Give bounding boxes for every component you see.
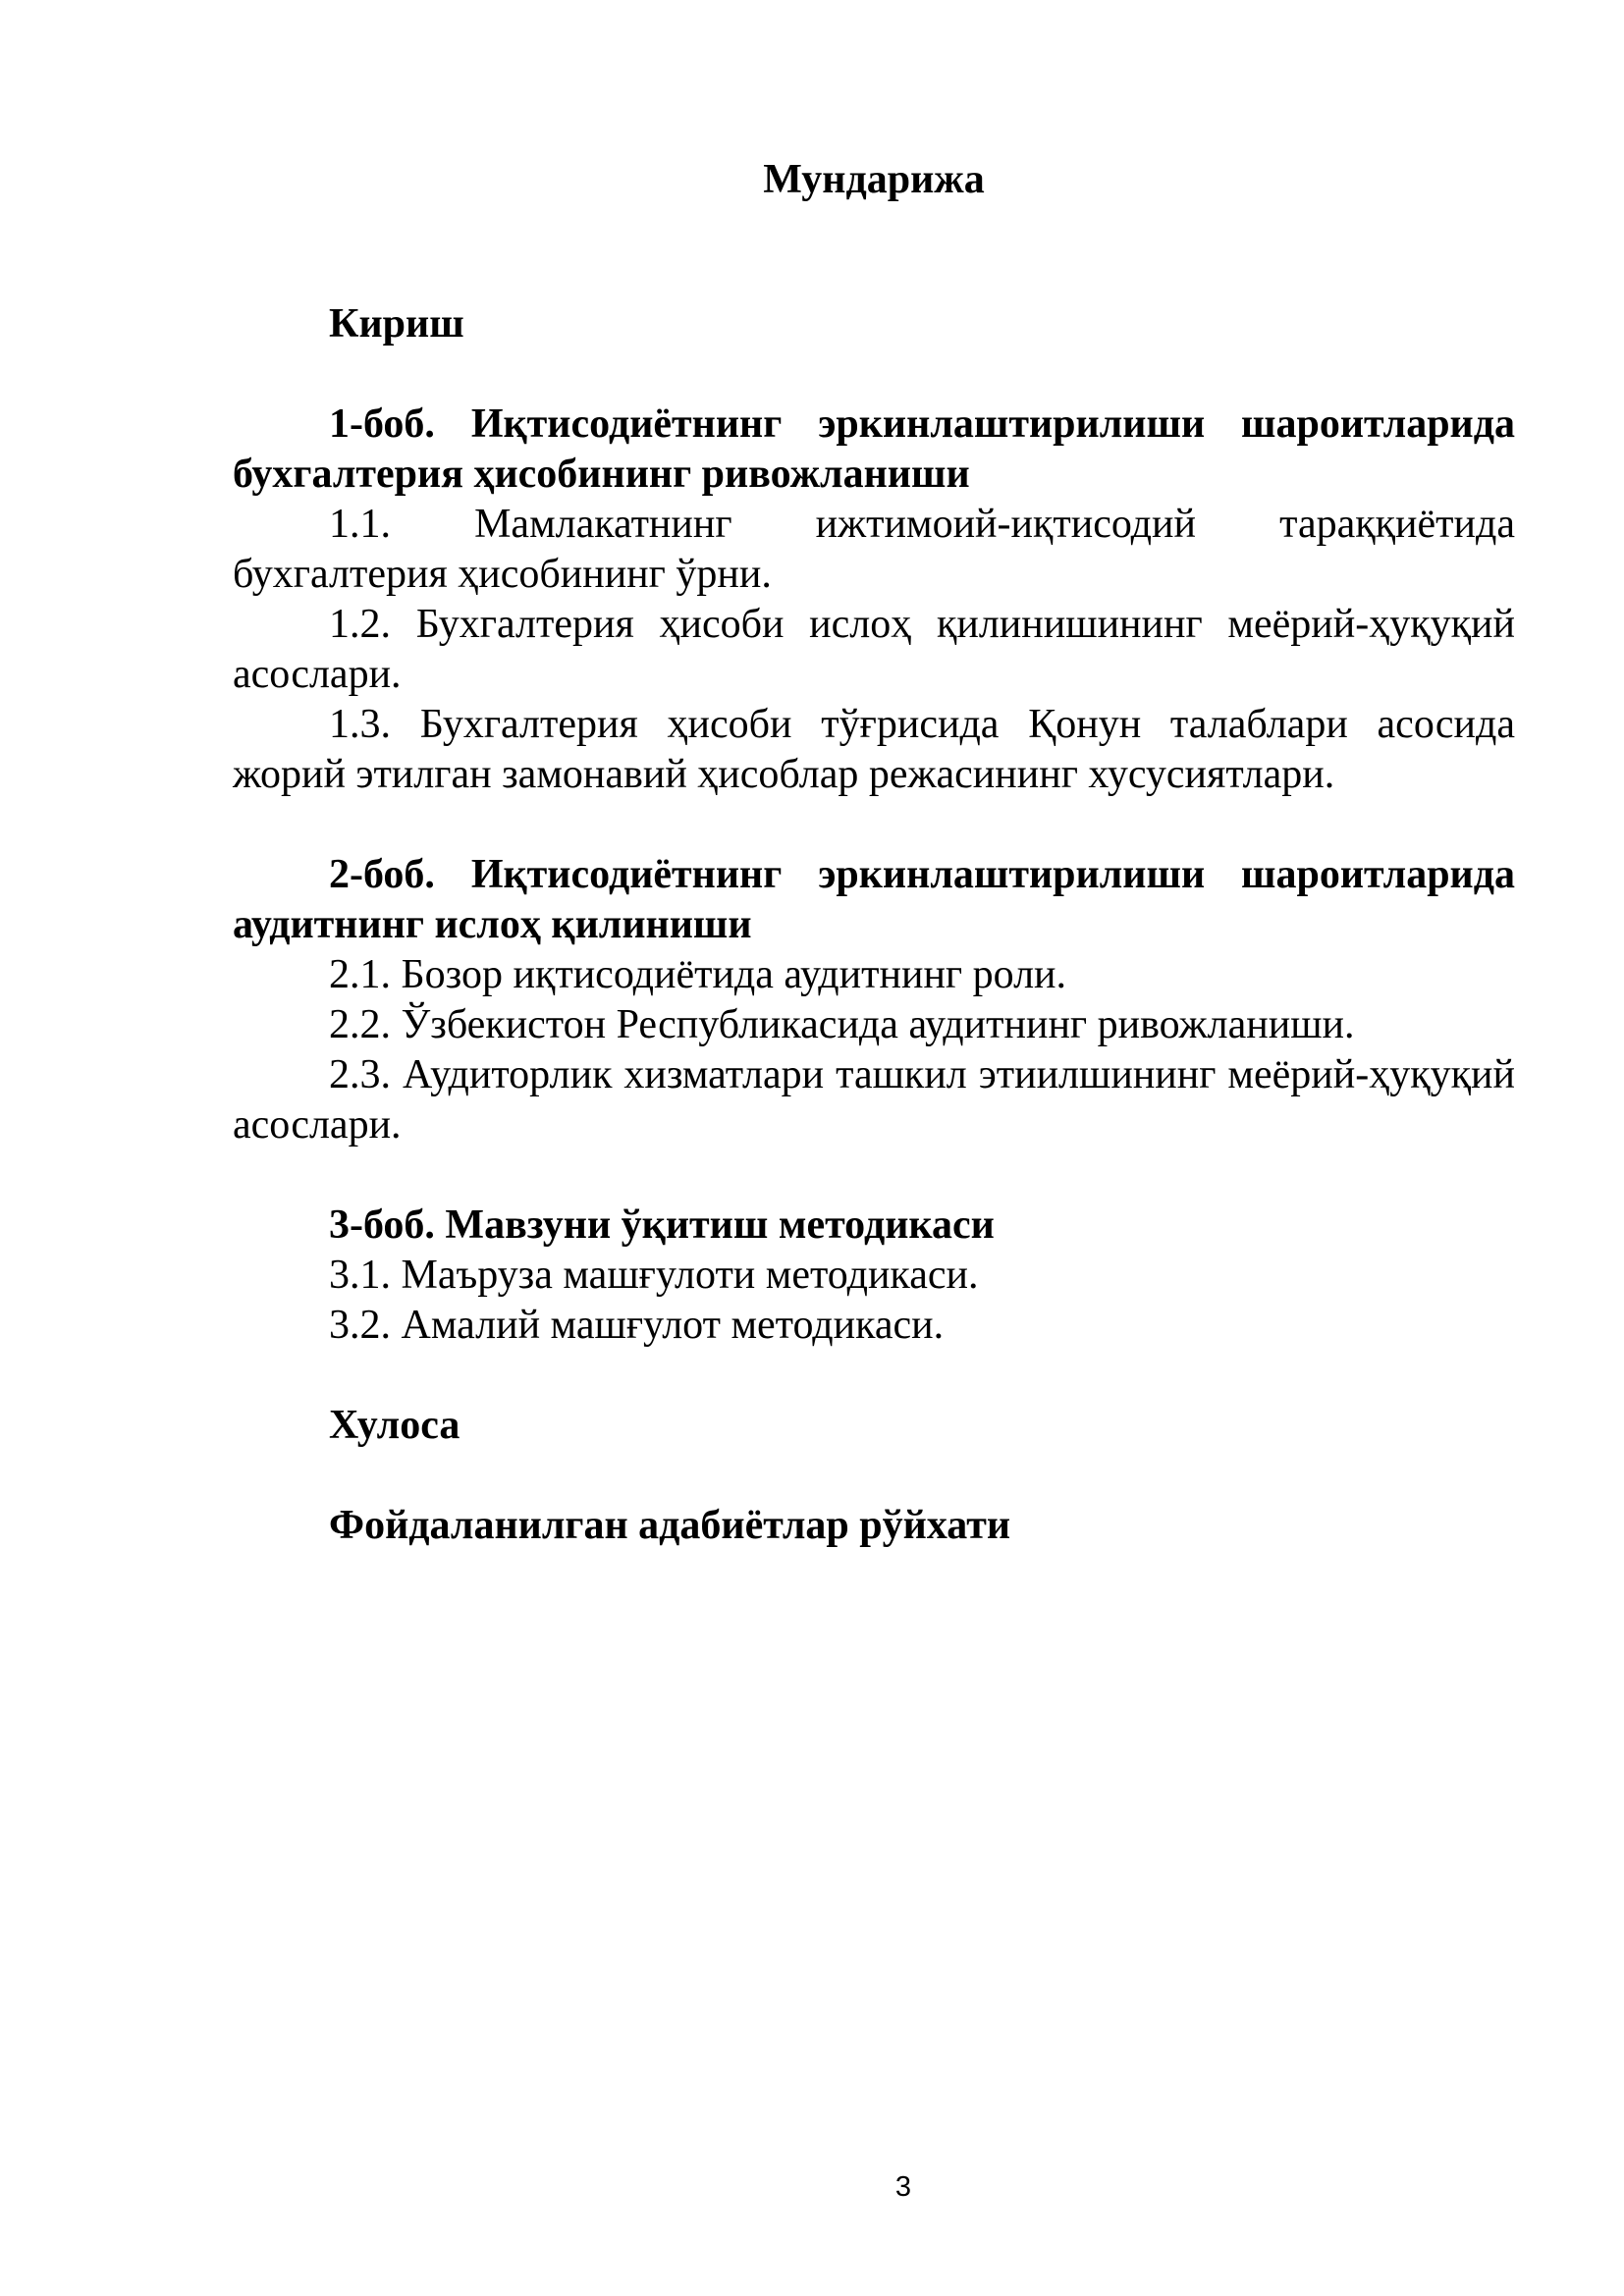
section-1-2: 1.2. Бухгалтерия ҳисоби ислоҳ қилинишининг меёрий-ҳуқуқий асослари.: [233, 602, 1515, 697]
toc-references: Фойдаланилган адабиётлар рўйхати: [329, 1503, 1011, 1548]
table-of-contents: [233, 299, 1515, 1551]
section-3-1: 3.1. Маъруза машғулоти методикаси.: [329, 1253, 979, 1298]
section-1-3: 1.3. Бухгалтерия ҳисоби тўғрисида Қонун талаблари асосида жорий этилган замонавий ҳисоблар режасининг хусусиятлари.: [233, 702, 1515, 797]
section-1-1: 1.1. Мамлакатнинг ижтимоий-иқтисодий тараққиётида бухгалтерия ҳисобининг ўрни.: [233, 502, 1515, 597]
page-title: Мундарижа: [763, 157, 985, 202]
chapter-3-heading: 3-боб. Мавзуни ўқитиш методикаси: [329, 1202, 995, 1248]
page-number: 3: [894, 2171, 912, 2203]
section-3-2: 3.2. Амалий машғулот методикаси.: [329, 1303, 945, 1348]
section-2-3: 2.3. Аудиторлик хизматлари ташкил этиилшининг меёрий-ҳуқуқий асослари.: [233, 1052, 1515, 1148]
toc-conclusion: Хулоса: [329, 1403, 460, 1448]
chapter-1-heading: 1-боб. Иқтисодиётнинг эркинлаштирилиши шароитларида бухгалтерия ҳисобининг ривожланиши: [233, 401, 1515, 497]
chapter-2-heading: 2-боб. Иқтисодиётнинг эркинлаштирилиши шароитларида аудитнинг ислоҳ қилиниши: [233, 852, 1515, 947]
section-2-1: 2.1. Бозор иқтисодиётида аудитнинг роли.: [329, 952, 1067, 997]
section-2-2: 2.2. Ўзбекистон Республикасида аудитнинг ривожланиши.: [329, 1002, 1355, 1047]
toc-intro: Кириш: [329, 301, 464, 347]
